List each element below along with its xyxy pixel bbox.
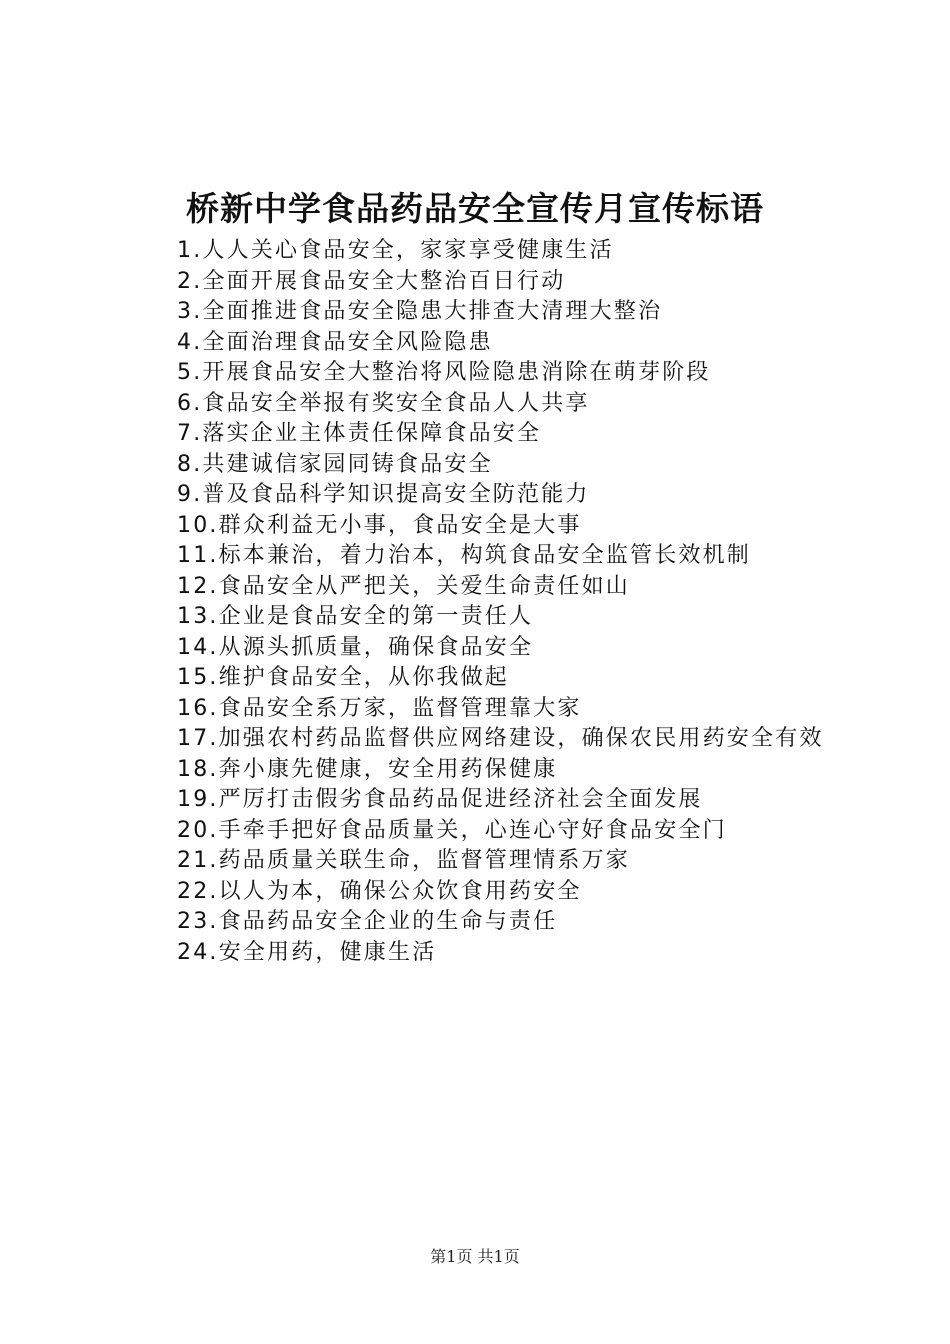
slogan-item: 23.食品药品安全企业的生命与责任 — [177, 909, 558, 934]
slogan-item: 20.手牵手把好食品质量关，心连心守好食品安全门 — [177, 817, 727, 843]
slogan-item: 3.全面推进食品安全隐患大排查大清理大整治 — [177, 299, 663, 324]
slogan-item: 4.全面治理食品安全风险隐患 — [177, 329, 493, 355]
slogan-item: 24.安全用药，健康生活 — [177, 939, 437, 965]
slogan-item: 7.落实企业主体责任保障食品安全 — [177, 421, 542, 446]
slogan-list — [130, 236, 835, 968]
document-title: 桥新中学食品药品安全宣传月宣传标语 — [186, 189, 764, 228]
slogan-item: 1.人人关心食品安全，家家享受健康生活 — [177, 238, 614, 263]
slogan-item: 12.食品安全从严把关，关爱生命责任如山 — [177, 573, 630, 599]
slogan-item: 21.药品质量关联生命，监督管理情系万家 — [177, 848, 630, 873]
slogan-item: 11.标本兼治，着力治本，构筑食品安全监管长效机制 — [177, 543, 751, 568]
slogan-item: 18.奔小康先健康，安全用药保健康 — [177, 756, 558, 782]
slogan-item: 19.严厉打击假劣食品药品促进经济社会全面发展 — [177, 787, 703, 812]
slogan-item: 5.开展食品安全大整治将风险隐患消除在萌芽阶段 — [177, 360, 711, 385]
slogan-item: 6.食品安全举报有奖安全食品人人共享 — [177, 390, 590, 416]
slogan-item: 9.普及食品科学知识提高安全防范能力 — [177, 482, 590, 507]
slogan-item: 8.共建诚信家园同铸食品安全 — [177, 451, 493, 477]
slogan-item: 2.全面开展食品安全大整治百日行动 — [177, 268, 566, 294]
slogan-item: 14.从源头抓质量，确保食品安全 — [177, 634, 534, 660]
slogan-item: 16.食品安全系万家，监督管理靠大家 — [177, 695, 582, 721]
slogan-item: 22.以人为本，确保公众饮食用药安全 — [177, 878, 582, 904]
page-footer: 第1页 共1页 — [430, 1247, 520, 1266]
slogan-item: 10.群众利益无小事，食品安全是大事 — [177, 512, 582, 538]
slogan-item: 15.维护食品安全，从你我做起 — [177, 665, 509, 690]
slogan-item: 13.企业是食品安全的第一责任人 — [177, 604, 534, 629]
slogan-item: 17.加强农村药品监督供应网络建设，确保农民用药安全有效 — [177, 726, 824, 751]
